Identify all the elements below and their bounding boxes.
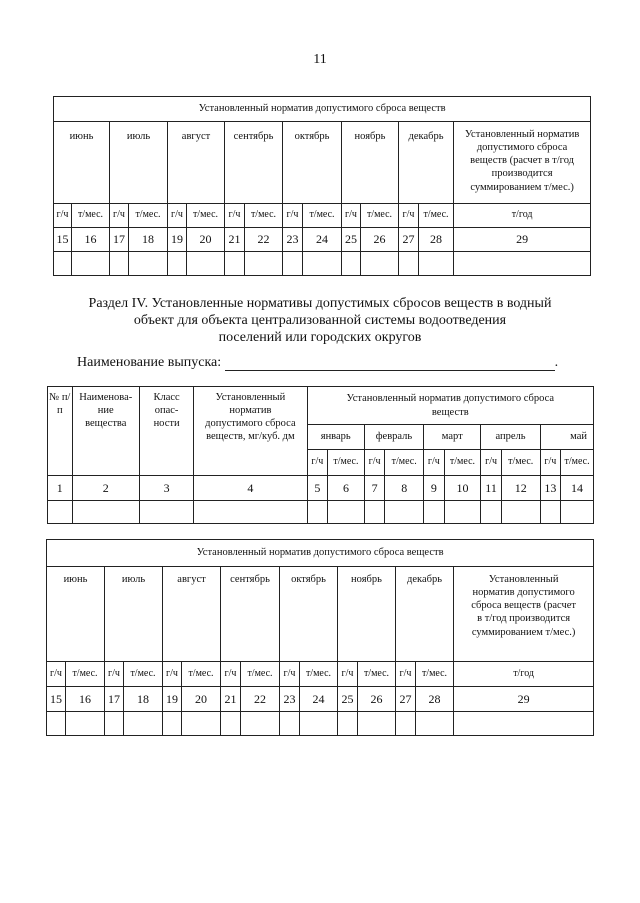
column-number: 15 bbox=[47, 687, 66, 712]
column-number: 6 bbox=[328, 476, 365, 501]
unit-cell: г/ч bbox=[225, 204, 245, 228]
month-header: октябрь bbox=[280, 567, 338, 662]
empty-cell bbox=[385, 501, 424, 524]
unit-cell: т/мес. bbox=[416, 662, 454, 687]
unit-cell: т/мес. bbox=[361, 204, 399, 228]
unit-cell: г/ч bbox=[342, 204, 361, 228]
column-number: 26 bbox=[358, 687, 396, 712]
empty-cell bbox=[561, 501, 594, 524]
unit-cell: т/мес. bbox=[561, 450, 594, 476]
empty-cell bbox=[241, 712, 280, 736]
empty-cell bbox=[48, 501, 73, 524]
column-number: 19 bbox=[163, 687, 182, 712]
month-header: декабрь bbox=[396, 567, 454, 662]
column-number: 7 bbox=[364, 476, 384, 501]
column-number: 22 bbox=[241, 687, 280, 712]
table-title: Установленный норматив допустимого сброса веществ bbox=[307, 387, 593, 425]
empty-cell bbox=[454, 712, 594, 736]
empty-cell bbox=[454, 252, 591, 276]
month-header: сентябрь bbox=[225, 122, 283, 204]
column-number: 24 bbox=[303, 228, 342, 252]
column-number: 17 bbox=[105, 687, 124, 712]
unit-cell: г/ч bbox=[396, 662, 416, 687]
month-header: март bbox=[424, 425, 481, 450]
empty-cell bbox=[338, 712, 358, 736]
month-header: декабрь bbox=[399, 122, 454, 204]
month-header: июль bbox=[110, 122, 168, 204]
column-number: 25 bbox=[338, 687, 358, 712]
unit-cell: г/ч bbox=[47, 662, 66, 687]
empty-cell bbox=[110, 252, 129, 276]
unit-cell: г/ч bbox=[424, 450, 444, 476]
column-number: 3 bbox=[139, 476, 193, 501]
section-line-3: поселений или городских округов bbox=[218, 330, 422, 345]
column-number: 20 bbox=[187, 228, 225, 252]
col-no-header: № п/п bbox=[48, 387, 73, 476]
empty-cell bbox=[361, 252, 399, 276]
month-header: июнь bbox=[54, 122, 110, 204]
unit-cell: т/мес. bbox=[444, 450, 481, 476]
column-number: 9 bbox=[424, 476, 444, 501]
empty-cell bbox=[481, 501, 501, 524]
column-number: 1 bbox=[48, 476, 73, 501]
column-number: 13 bbox=[540, 476, 560, 501]
unit-cell: г/ч bbox=[280, 662, 300, 687]
column-number: 4 bbox=[194, 476, 307, 501]
unit-cell: г/ч bbox=[110, 204, 129, 228]
unit-cell: г/ч bbox=[338, 662, 358, 687]
empty-cell bbox=[419, 252, 454, 276]
table-title: Установленный норматив допустимого сброса веществ bbox=[54, 97, 591, 122]
column-number: 27 bbox=[396, 687, 416, 712]
empty-cell bbox=[245, 252, 283, 276]
unit-cell: т/мес. bbox=[501, 450, 540, 476]
empty-cell bbox=[139, 501, 193, 524]
empty-cell bbox=[221, 712, 241, 736]
empty-cell bbox=[187, 252, 225, 276]
column-number: 21 bbox=[225, 228, 245, 252]
column-number: 20 bbox=[182, 687, 221, 712]
column-number: 16 bbox=[72, 228, 110, 252]
empty-cell bbox=[194, 501, 307, 524]
column-number: 10 bbox=[444, 476, 481, 501]
unit-cell: т/мес. bbox=[124, 662, 163, 687]
release-blank-line bbox=[225, 356, 555, 371]
total-header: Установленный норматив допустимого сброса веществ (расчет в т/год производится суммированием т/мес.) bbox=[454, 567, 594, 662]
empty-cell bbox=[168, 252, 187, 276]
column-number: 17 bbox=[110, 228, 129, 252]
col-norm-header: Установленный норматив допустимого сброса веществ, мг/куб. дм bbox=[194, 387, 307, 476]
unit-cell: т/мес. bbox=[300, 662, 338, 687]
empty-cell bbox=[342, 252, 361, 276]
unit-cell: т/мес. bbox=[358, 662, 396, 687]
column-number: 19 bbox=[168, 228, 187, 252]
unit-cell: т/мес. bbox=[72, 204, 110, 228]
column-number: 28 bbox=[419, 228, 454, 252]
column-number: 15 bbox=[54, 228, 72, 252]
unit-cell: т/мес. bbox=[241, 662, 280, 687]
column-number: 27 bbox=[399, 228, 419, 252]
empty-cell bbox=[280, 712, 300, 736]
empty-cell bbox=[396, 712, 416, 736]
unit-cell: т/год bbox=[454, 662, 594, 687]
empty-cell bbox=[540, 501, 560, 524]
empty-cell bbox=[444, 501, 481, 524]
month-header: апрель bbox=[481, 425, 540, 450]
column-number: 2 bbox=[72, 476, 139, 501]
column-number: 11 bbox=[481, 476, 501, 501]
release-name-field bbox=[77, 355, 558, 371]
release-end: . bbox=[554, 355, 559, 370]
unit-cell: т/мес. bbox=[129, 204, 168, 228]
unit-cell: т/мес. bbox=[187, 204, 225, 228]
empty-cell bbox=[54, 252, 72, 276]
month-header: ноябрь bbox=[338, 567, 396, 662]
column-number: 29 bbox=[454, 228, 591, 252]
column-number: 21 bbox=[221, 687, 241, 712]
unit-cell: г/ч bbox=[364, 450, 384, 476]
column-number: 29 bbox=[454, 687, 594, 712]
unit-cell: т/мес. bbox=[328, 450, 365, 476]
unit-cell: г/ч bbox=[283, 204, 303, 228]
empty-cell bbox=[72, 252, 110, 276]
month-header: октябрь bbox=[283, 122, 342, 204]
release-label: Наименование выпуска: bbox=[77, 355, 222, 370]
column-number: 28 bbox=[416, 687, 454, 712]
month-header: февраль bbox=[364, 425, 423, 450]
table-title: Установленный норматив допустимого сброса веществ bbox=[47, 540, 594, 567]
empty-cell bbox=[225, 252, 245, 276]
unit-cell: т/мес. bbox=[303, 204, 342, 228]
month-header: ноябрь bbox=[342, 122, 399, 204]
empty-cell bbox=[303, 252, 342, 276]
col-class-header: Класс опас-ности bbox=[139, 387, 193, 476]
empty-cell bbox=[399, 252, 419, 276]
column-number: 23 bbox=[280, 687, 300, 712]
column-number: 22 bbox=[245, 228, 283, 252]
column-number: 25 bbox=[342, 228, 361, 252]
unit-cell: т/мес. bbox=[385, 450, 424, 476]
unit-cell: г/ч bbox=[168, 204, 187, 228]
empty-cell bbox=[283, 252, 303, 276]
empty-cell bbox=[424, 501, 444, 524]
unit-cell: т/мес. bbox=[66, 662, 105, 687]
column-number: 26 bbox=[361, 228, 399, 252]
table-bottom bbox=[46, 539, 594, 736]
empty-cell bbox=[124, 712, 163, 736]
month-header: сентябрь bbox=[221, 567, 280, 662]
empty-cell bbox=[501, 501, 540, 524]
page-number: 11 bbox=[313, 52, 327, 67]
empty-cell bbox=[300, 712, 338, 736]
month-header: январь bbox=[307, 425, 364, 450]
unit-cell: г/ч bbox=[540, 450, 560, 476]
section-line-1: Раздел IV. Установленные нормативы допустимых сбросов веществ в водный bbox=[88, 296, 552, 311]
empty-cell bbox=[416, 712, 454, 736]
total-header: Установленный норматив допустимого сброса веществ (расчет в т/год производится суммированием т/мес.) bbox=[454, 122, 591, 204]
empty-cell bbox=[328, 501, 365, 524]
empty-cell bbox=[72, 501, 139, 524]
empty-cell bbox=[66, 712, 105, 736]
empty-cell bbox=[129, 252, 168, 276]
month-header: август bbox=[168, 122, 225, 204]
table-middle bbox=[47, 386, 594, 524]
empty-cell bbox=[163, 712, 182, 736]
month-header: июль bbox=[105, 567, 163, 662]
unit-cell: т/мес. bbox=[245, 204, 283, 228]
section-line-2: объект для объекта централизованной системы водоотведения bbox=[133, 313, 507, 328]
unit-cell: т/мес. bbox=[419, 204, 454, 228]
empty-cell bbox=[358, 712, 396, 736]
column-number: 24 bbox=[300, 687, 338, 712]
empty-cell bbox=[182, 712, 221, 736]
empty-cell bbox=[364, 501, 384, 524]
unit-cell: г/ч bbox=[105, 662, 124, 687]
unit-cell: г/ч bbox=[163, 662, 182, 687]
column-number: 23 bbox=[283, 228, 303, 252]
unit-cell: г/ч bbox=[399, 204, 419, 228]
column-number: 14 bbox=[561, 476, 594, 501]
column-number: 12 bbox=[501, 476, 540, 501]
unit-cell: г/ч bbox=[307, 450, 327, 476]
empty-cell bbox=[307, 501, 327, 524]
unit-cell: т/мес. bbox=[182, 662, 221, 687]
unit-cell: г/ч bbox=[221, 662, 241, 687]
table-top bbox=[53, 96, 591, 276]
month-header: май bbox=[540, 425, 593, 450]
column-number: 18 bbox=[124, 687, 163, 712]
col-name-header: Наименова-ние вещества bbox=[72, 387, 139, 476]
unit-cell: т/год bbox=[454, 204, 591, 228]
month-header: август bbox=[163, 567, 221, 662]
unit-cell: г/ч bbox=[481, 450, 501, 476]
unit-cell: г/ч bbox=[54, 204, 72, 228]
column-number: 16 bbox=[66, 687, 105, 712]
column-number: 8 bbox=[385, 476, 424, 501]
month-header: июнь bbox=[47, 567, 105, 662]
empty-cell bbox=[47, 712, 66, 736]
column-number: 5 bbox=[307, 476, 327, 501]
column-number: 18 bbox=[129, 228, 168, 252]
empty-cell bbox=[105, 712, 124, 736]
section-heading bbox=[0, 295, 640, 346]
